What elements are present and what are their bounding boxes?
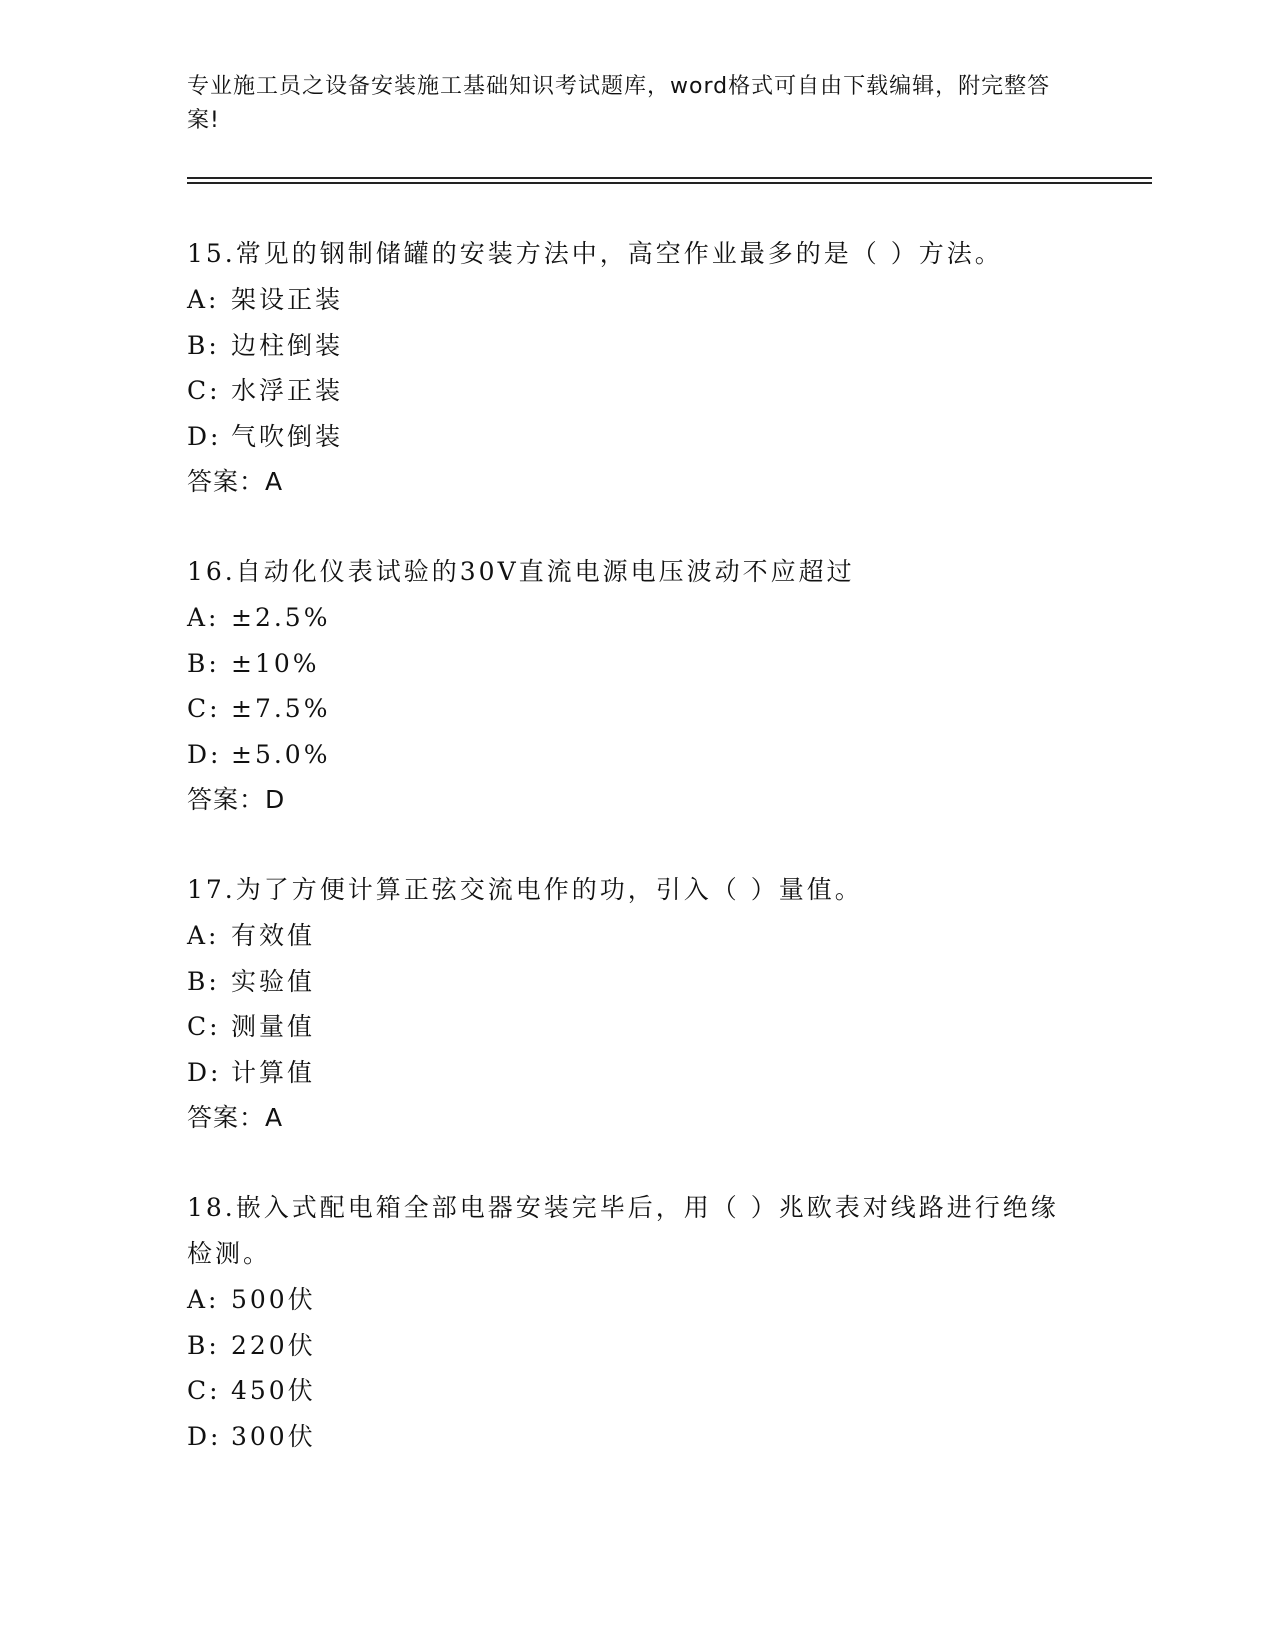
answer-line (187, 1095, 1087, 1140)
option-label: D: (187, 1057, 222, 1087)
option-b (187, 323, 1087, 369)
option-d (187, 732, 1087, 778)
option-text: 测量值 (231, 1012, 316, 1041)
option-text: 水浮正装 (231, 376, 344, 405)
answer-prefix: 答案： (187, 1103, 266, 1132)
option-b (187, 1323, 1067, 1369)
answer-value: D (265, 785, 286, 814)
option-c (187, 1004, 1087, 1050)
option-label: B: (187, 330, 220, 360)
option-label: B: (187, 966, 220, 996)
option-text: ±10% (231, 648, 320, 678)
option-text: 有效值 (231, 921, 316, 950)
question-stem: 16.自动化仪表试验的30V直流电源电压波动不应超过 (187, 557, 855, 586)
option-a (187, 1277, 1067, 1323)
option-text: 计算值 (231, 1057, 316, 1087)
header-divider-top (187, 177, 1152, 179)
option-b (187, 641, 1087, 687)
option-text: 气吹倒装 (231, 421, 344, 451)
question-17 (187, 867, 1087, 1140)
option-label: C: (187, 1376, 221, 1405)
option-d (187, 1050, 1087, 1096)
document-header: 专业施工员之设备安装施工基础知识考试题库，word格式可自由下载编辑，附完整答案! (187, 74, 1051, 133)
option-label: D: (187, 1421, 222, 1451)
option-text: ±2.5% (231, 603, 331, 632)
option-b (187, 959, 1087, 1005)
option-a (187, 595, 1087, 641)
option-text: ±5.0% (231, 739, 331, 769)
option-text: 边柱倒装 (231, 330, 344, 360)
option-text: 实验值 (231, 966, 316, 996)
option-c (187, 368, 1087, 414)
question-16 (187, 549, 1087, 822)
option-text: 450伏 (231, 1376, 316, 1405)
question-18 (187, 1185, 1067, 1459)
option-text: ±7.5% (231, 694, 331, 723)
option-label: C: (187, 376, 221, 405)
option-label: D: (187, 739, 222, 769)
option-label: A: (187, 603, 220, 632)
option-label: A: (187, 921, 220, 950)
option-d (187, 1414, 1067, 1460)
option-a (187, 913, 1087, 959)
option-text: 220伏 (231, 1330, 316, 1360)
answer-line (187, 459, 1087, 504)
option-text: 架设正装 (231, 285, 344, 314)
option-a (187, 277, 1087, 323)
option-label: C: (187, 694, 221, 723)
option-label: A: (187, 285, 220, 314)
answer-value: A (265, 467, 284, 496)
option-label: A: (187, 1285, 220, 1314)
answer-prefix: 答案： (187, 467, 266, 496)
option-label: C: (187, 1012, 221, 1041)
answer-line (187, 777, 1087, 822)
answer-prefix: 答案： (187, 785, 266, 814)
option-text: 300伏 (231, 1421, 316, 1451)
option-label: D: (187, 421, 222, 451)
question-stem: 17.为了方便计算正弦交流电作的功，引入（ ）量值。 (187, 875, 863, 904)
option-c (187, 1368, 1067, 1414)
option-d (187, 414, 1087, 460)
option-label: B: (187, 648, 220, 678)
option-c (187, 686, 1087, 732)
header-divider-bottom (187, 182, 1152, 184)
question-stem: 18.嵌入式配电箱全部电器安装完毕后，用（ ）兆欧表对线路进行绝缘检测。 (187, 1193, 1059, 1268)
option-text: 500伏 (231, 1285, 316, 1314)
answer-value: A (265, 1103, 284, 1132)
question-stem: 15.常见的钢制储罐的安装方法中，高空作业最多的是（ ）方法。 (187, 239, 1003, 268)
option-label: B: (187, 1330, 220, 1360)
question-15 (187, 231, 1087, 504)
